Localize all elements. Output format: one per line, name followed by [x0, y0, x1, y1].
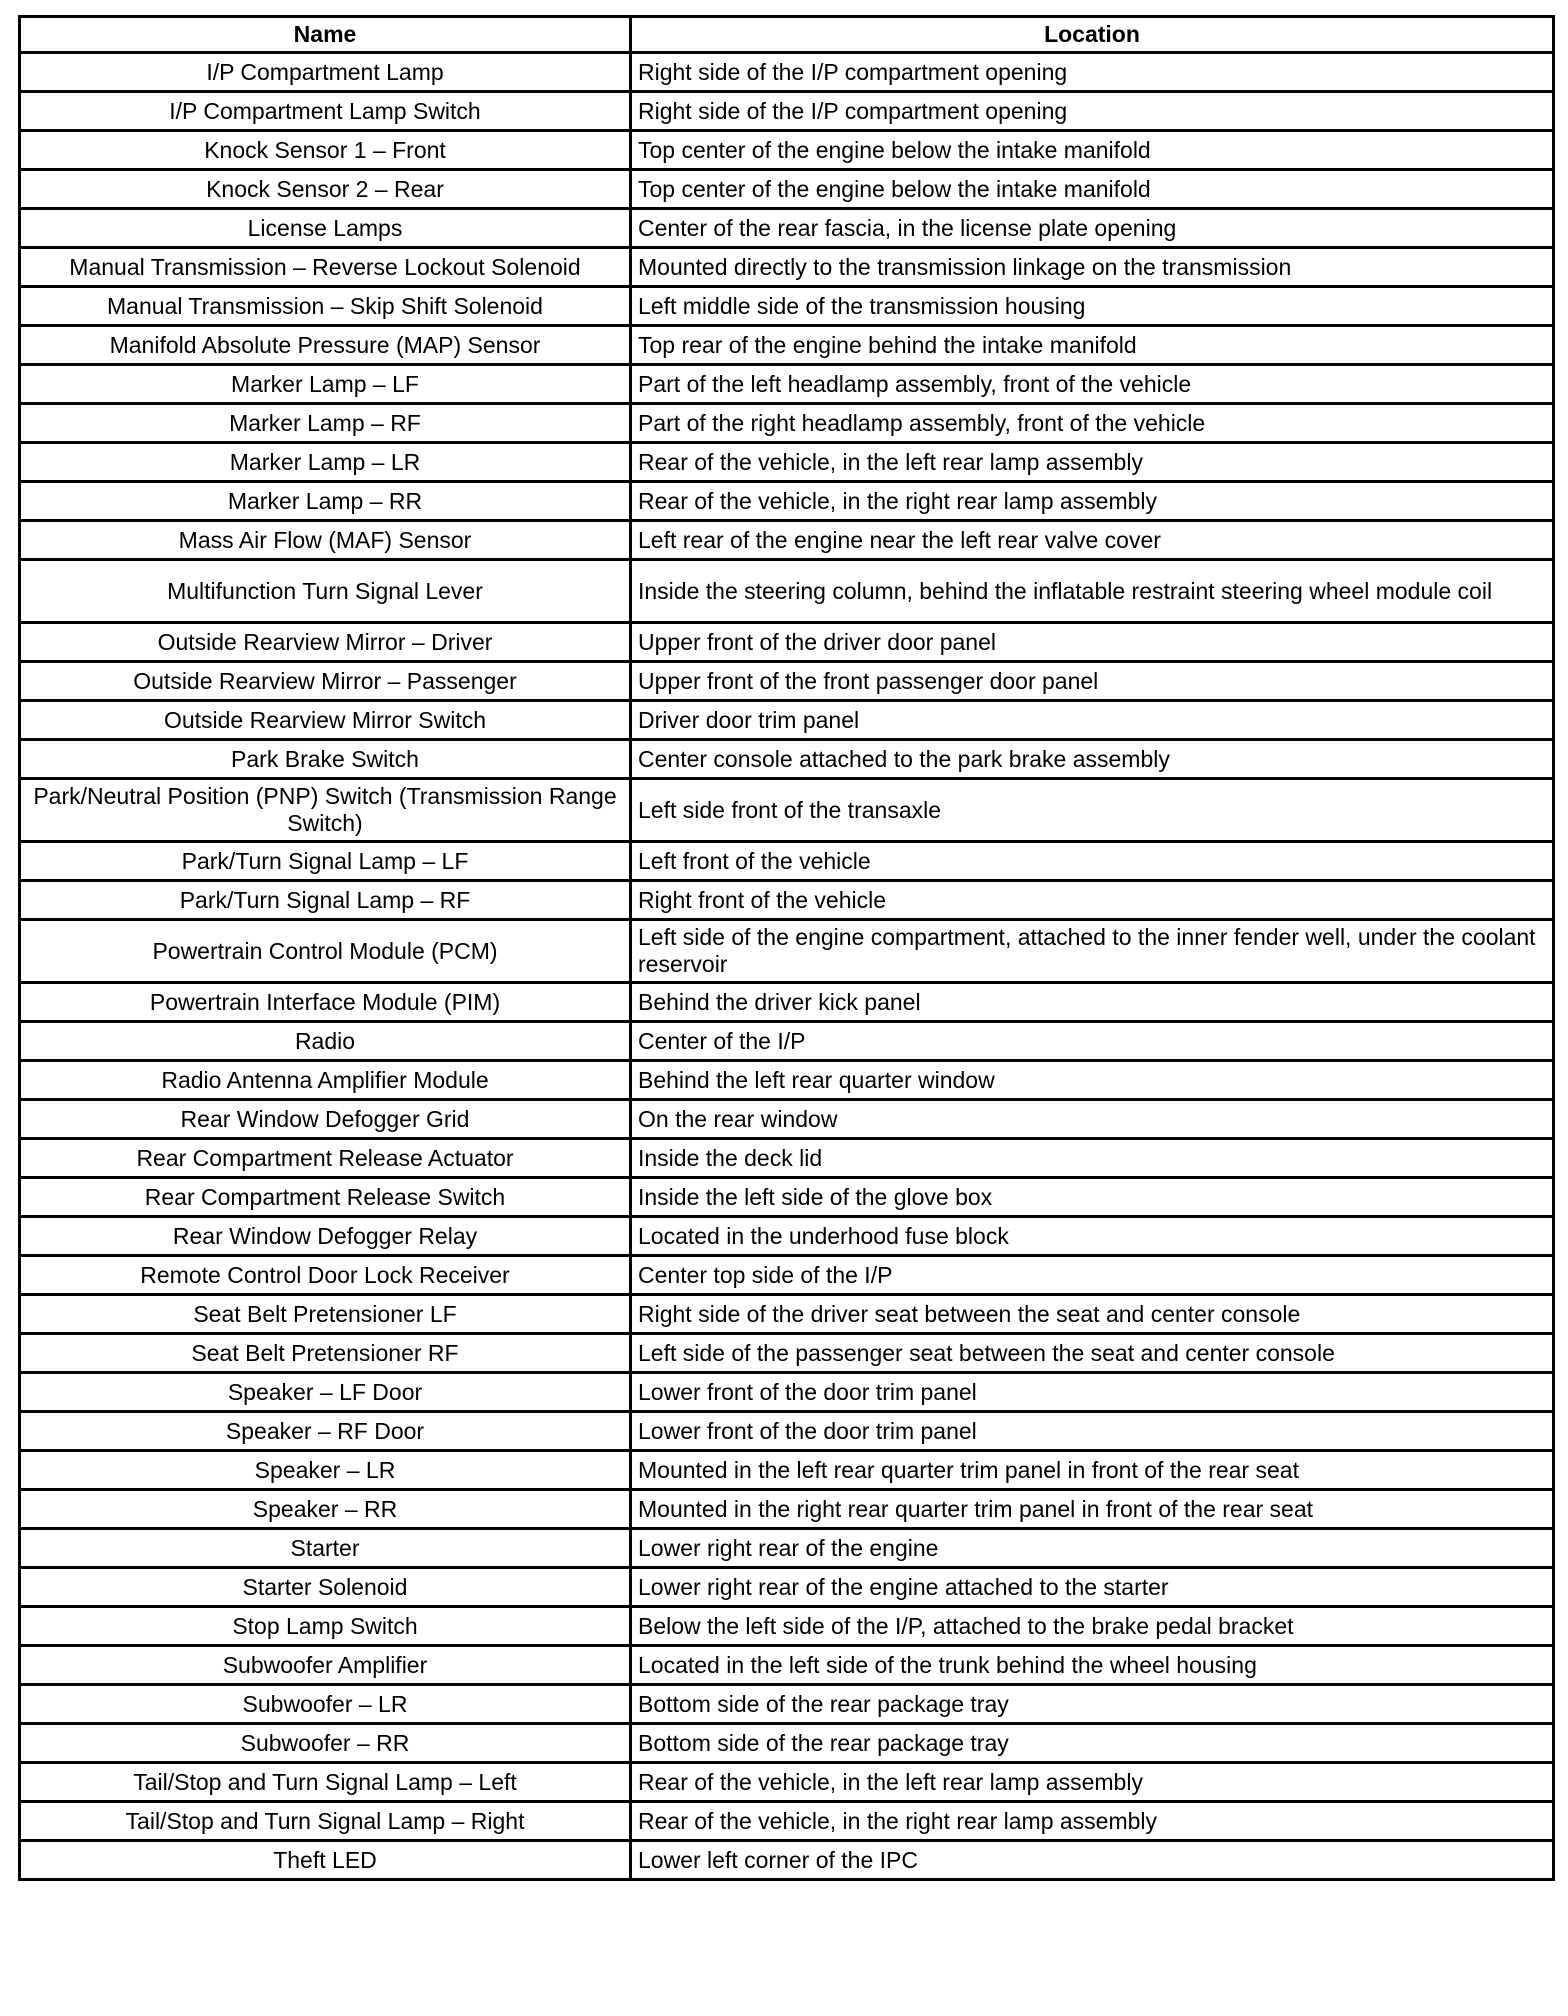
table-row — [20, 560, 1554, 623]
cell-location: Right side of the driver seat between the seat and center console — [631, 1295, 1554, 1334]
table-row — [20, 1685, 1554, 1724]
cell-name: License Lamps — [20, 209, 631, 248]
table-row — [20, 701, 1554, 740]
cell-location: Center of the I/P — [631, 1022, 1554, 1061]
cell-name: Park Brake Switch — [20, 740, 631, 779]
cell-name: Powertrain Control Module (PCM) — [20, 920, 631, 983]
table-row — [20, 1763, 1554, 1802]
cell-location: Center top side of the I/P — [631, 1256, 1554, 1295]
cell-name: Theft LED — [20, 1841, 631, 1880]
table-row — [20, 443, 1554, 482]
cell-name: I/P Compartment Lamp — [20, 53, 631, 92]
table-row — [20, 842, 1554, 881]
table-row — [20, 1529, 1554, 1568]
table-row — [20, 740, 1554, 779]
header-row — [20, 17, 1554, 53]
table-row — [20, 131, 1554, 170]
table-row — [20, 1373, 1554, 1412]
cell-name: Starter Solenoid — [20, 1568, 631, 1607]
cell-name: Marker Lamp – LR — [20, 443, 631, 482]
cell-location: Located in the underhood fuse block — [631, 1217, 1554, 1256]
cell-name: Stop Lamp Switch — [20, 1607, 631, 1646]
cell-name: Subwoofer – RR — [20, 1724, 631, 1763]
table-row — [20, 1802, 1554, 1841]
cell-location: Rear of the vehicle, in the right rear lamp assembly — [631, 482, 1554, 521]
cell-location: Driver door trim panel — [631, 701, 1554, 740]
cell-name: Remote Control Door Lock Receiver — [20, 1256, 631, 1295]
table-row — [20, 1607, 1554, 1646]
component-location-table-container — [18, 15, 1552, 1881]
cell-name: Radio Antenna Amplifier Module — [20, 1061, 631, 1100]
cell-location: Inside the steering column, behind the inflatable restraint steering wheel module coil — [631, 560, 1554, 623]
cell-location: On the rear window — [631, 1100, 1554, 1139]
cell-name: Outside Rearview Mirror – Passenger — [20, 662, 631, 701]
cell-name: Marker Lamp – RF — [20, 404, 631, 443]
cell-name: Multifunction Turn Signal Lever — [20, 560, 631, 623]
cell-location: Center console attached to the park brake assembly — [631, 740, 1554, 779]
cell-location: Left side of the passenger seat between the seat and center console — [631, 1334, 1554, 1373]
cell-name: Subwoofer – LR — [20, 1685, 631, 1724]
cell-location: Lower front of the door trim panel — [631, 1412, 1554, 1451]
cell-location: Right side of the I/P compartment opening — [631, 92, 1554, 131]
column-header-location: Location — [631, 17, 1554, 53]
cell-location: Upper front of the driver door panel — [631, 623, 1554, 662]
table-row — [20, 326, 1554, 365]
table-row — [20, 1841, 1554, 1880]
table-header — [20, 17, 1554, 53]
cell-name: Rear Compartment Release Switch — [20, 1178, 631, 1217]
table-row — [20, 482, 1554, 521]
cell-name: Manual Transmission – Skip Shift Solenoid — [20, 287, 631, 326]
cell-location: Rear of the vehicle, in the left rear lamp assembly — [631, 443, 1554, 482]
table-row — [20, 53, 1554, 92]
component-location-table — [18, 15, 1555, 1881]
table-row — [20, 209, 1554, 248]
table-row — [20, 92, 1554, 131]
column-header-name: Name — [20, 17, 631, 53]
cell-name: Subwoofer Amplifier — [20, 1646, 631, 1685]
cell-name: Starter — [20, 1529, 631, 1568]
cell-location: Left rear of the engine near the left rear valve cover — [631, 521, 1554, 560]
cell-name: Manifold Absolute Pressure (MAP) Sensor — [20, 326, 631, 365]
table-row — [20, 881, 1554, 920]
cell-location: Mounted in the right rear quarter trim panel in front of the rear seat — [631, 1490, 1554, 1529]
table-row — [20, 287, 1554, 326]
cell-name: Speaker – RR — [20, 1490, 631, 1529]
cell-location: Inside the deck lid — [631, 1139, 1554, 1178]
table-row — [20, 1490, 1554, 1529]
cell-name: Speaker – RF Door — [20, 1412, 631, 1451]
cell-location: Mounted in the left rear quarter trim panel in front of the rear seat — [631, 1451, 1554, 1490]
table-row — [20, 779, 1554, 842]
cell-location: Top rear of the engine behind the intake manifold — [631, 326, 1554, 365]
cell-name: Park/Turn Signal Lamp – LF — [20, 842, 631, 881]
cell-name: Rear Compartment Release Actuator — [20, 1139, 631, 1178]
cell-name: Mass Air Flow (MAF) Sensor — [20, 521, 631, 560]
cell-location: Part of the left headlamp assembly, front of the vehicle — [631, 365, 1554, 404]
cell-location: Behind the left rear quarter window — [631, 1061, 1554, 1100]
cell-location: Part of the right headlamp assembly, front of the vehicle — [631, 404, 1554, 443]
cell-location: Right side of the I/P compartment opening — [631, 53, 1554, 92]
cell-name: Speaker – LF Door — [20, 1373, 631, 1412]
cell-location: Behind the driver kick panel — [631, 983, 1554, 1022]
cell-location: Left front of the vehicle — [631, 842, 1554, 881]
cell-name: Manual Transmission – Reverse Lockout Solenoid — [20, 248, 631, 287]
table-row — [20, 1451, 1554, 1490]
table-row — [20, 365, 1554, 404]
cell-name: Park/Turn Signal Lamp – RF — [20, 881, 631, 920]
cell-name: Outside Rearview Mirror Switch — [20, 701, 631, 740]
cell-name: Knock Sensor 1 – Front — [20, 131, 631, 170]
cell-location: Located in the left side of the trunk behind the wheel housing — [631, 1646, 1554, 1685]
table-row — [20, 404, 1554, 443]
table-row — [20, 248, 1554, 287]
table-row — [20, 1724, 1554, 1763]
table-row — [20, 1061, 1554, 1100]
cell-location: Inside the left side of the glove box — [631, 1178, 1554, 1217]
cell-location: Left side front of the transaxle — [631, 779, 1554, 842]
cell-name: Powertrain Interface Module (PIM) — [20, 983, 631, 1022]
cell-location: Top center of the engine below the intake manifold — [631, 170, 1554, 209]
cell-location: Lower right rear of the engine attached to the starter — [631, 1568, 1554, 1607]
cell-name: Rear Window Defogger Relay — [20, 1217, 631, 1256]
cell-location: Left middle side of the transmission housing — [631, 287, 1554, 326]
table-row — [20, 1217, 1554, 1256]
cell-name: Rear Window Defogger Grid — [20, 1100, 631, 1139]
cell-name: Tail/Stop and Turn Signal Lamp – Right — [20, 1802, 631, 1841]
cell-location: Bottom side of the rear package tray — [631, 1724, 1554, 1763]
table-row — [20, 1139, 1554, 1178]
cell-location: Rear of the vehicle, in the left rear lamp assembly — [631, 1763, 1554, 1802]
table-row — [20, 1412, 1554, 1451]
cell-name: Radio — [20, 1022, 631, 1061]
cell-location: Below the left side of the I/P, attached to the brake pedal bracket — [631, 1607, 1554, 1646]
cell-name: Seat Belt Pretensioner RF — [20, 1334, 631, 1373]
cell-location: Center of the rear fascia, in the license plate opening — [631, 209, 1554, 248]
cell-name: Knock Sensor 2 – Rear — [20, 170, 631, 209]
table-row — [20, 1022, 1554, 1061]
cell-location: Top center of the engine below the intake manifold — [631, 131, 1554, 170]
table-row — [20, 662, 1554, 701]
cell-name: Park/Neutral Position (PNP) Switch (Transmission Range Switch) — [20, 779, 631, 842]
table-row — [20, 1178, 1554, 1217]
table-body — [20, 53, 1554, 1880]
table-row — [20, 1568, 1554, 1607]
cell-name: Marker Lamp – LF — [20, 365, 631, 404]
cell-name: I/P Compartment Lamp Switch — [20, 92, 631, 131]
cell-location: Rear of the vehicle, in the right rear lamp assembly — [631, 1802, 1554, 1841]
cell-name: Marker Lamp – RR — [20, 482, 631, 521]
table-row — [20, 521, 1554, 560]
table-row — [20, 1334, 1554, 1373]
cell-location: Upper front of the front passenger door panel — [631, 662, 1554, 701]
cell-location: Lower left corner of the IPC — [631, 1841, 1554, 1880]
cell-name: Seat Belt Pretensioner LF — [20, 1295, 631, 1334]
cell-location: Bottom side of the rear package tray — [631, 1685, 1554, 1724]
table-row — [20, 983, 1554, 1022]
cell-location: Left side of the engine compartment, attached to the inner fender well, under the coolant reservoir — [631, 920, 1554, 983]
table-row — [20, 623, 1554, 662]
cell-location: Mounted directly to the transmission linkage on the transmission — [631, 248, 1554, 287]
table-row — [20, 1256, 1554, 1295]
table-row — [20, 1646, 1554, 1685]
cell-name: Tail/Stop and Turn Signal Lamp – Left — [20, 1763, 631, 1802]
table-row — [20, 1100, 1554, 1139]
cell-name: Outside Rearview Mirror – Driver — [20, 623, 631, 662]
cell-location: Lower right rear of the engine — [631, 1529, 1554, 1568]
table-row — [20, 1295, 1554, 1334]
table-row — [20, 920, 1554, 983]
cell-name: Speaker – LR — [20, 1451, 631, 1490]
cell-location: Lower front of the door trim panel — [631, 1373, 1554, 1412]
cell-location: Right front of the vehicle — [631, 881, 1554, 920]
table-row — [20, 170, 1554, 209]
